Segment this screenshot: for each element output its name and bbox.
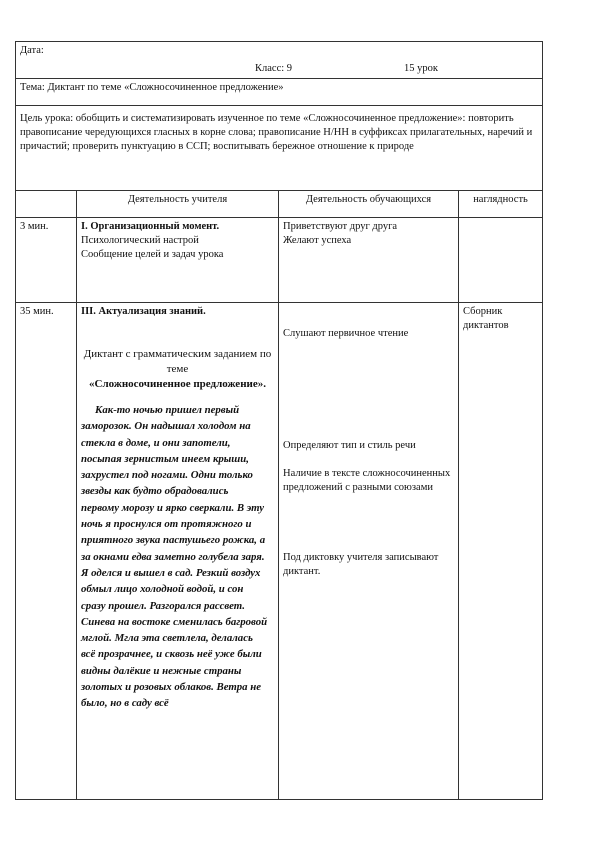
dictation-paragraph: Я оделся и вышел в сад. Резкий воздух обмыл лицо холодной водой, и сон сразу прошел. Разгорался рассвет. Синева на востоке сменилась багровой мглой. Мгла эта светлела, делалась всё прозрачнее, и сквозь неё уже были видны далёкие и нежные страны золотых и розовых облаков. Ветра не было, но в саду всё <box>81 566 268 710</box>
students-line: Под диктовку учителя записывают диктант. <box>283 552 439 577</box>
students-line: Определяют тип и стиль речи <box>283 440 416 451</box>
goal-cell: Цель урока: обобщить и систематизировать изученное по теме «Сложносочиненное предложение»: повторить правописание чередующихся гласных в корне слова; правописание Н/НН в суффиксах прилагательных, наречий и причастий; проверить пунктуацию в ССП; воспитывать бережное отношение к природе <box>16 106 543 191</box>
teacher-line: Сообщение целей и задач урока <box>81 249 224 260</box>
table-row <box>16 303 543 800</box>
dictation-paragraph: Как-то ночью пришел первый заморозок. Он надышал холодом на стекла в доме, и они запотели, посыпая зернистым инеем крыши, захрустел под ногами. Одни только звезды как будто обрадовались первому морозу и ярко сверкали. В эту ночь я проснулся от протяжного и приятного звука пастушьего рожка, а за окнами едва заметно голубела заря. <box>81 404 266 563</box>
dictation-topic: «Сложносочиненное предложение». <box>89 378 266 390</box>
column-header-row <box>16 191 543 218</box>
stage-title: III. Актуализация знаний. <box>81 306 206 317</box>
dictation-text <box>81 402 274 712</box>
stage-title: I. Организационный момент. <box>81 221 220 232</box>
lesson-plan <box>15 41 542 800</box>
table-row <box>16 218 543 303</box>
topic-row <box>16 79 543 106</box>
visuals-cell <box>459 218 543 303</box>
students-line: Желают успеха <box>283 235 352 246</box>
teacher-header: Деятельность учителя <box>77 191 279 218</box>
students-line: Слушают первичное чтение <box>283 328 409 339</box>
lesson-number: 15 урок <box>404 63 439 74</box>
dictation-title: Диктант с грамматическим заданием по теме <box>83 348 272 375</box>
teacher-line: Психологический настрой <box>81 235 199 246</box>
lesson-table <box>15 41 543 800</box>
students-line: Наличие в тексте сложносочиненных предложений с разными союзами <box>283 468 451 493</box>
class-label: Класс: 9 <box>255 63 293 74</box>
teacher-cell <box>77 218 279 303</box>
header-cell <box>16 42 543 79</box>
header-row <box>16 42 543 79</box>
dictation-heading <box>81 347 274 392</box>
students-cell <box>279 303 459 800</box>
students-cell <box>279 218 459 303</box>
topic-cell: Тема: Диктант по теме «Сложносочиненное предложение» <box>16 79 543 106</box>
visuals-cell: Сборник диктантов <box>459 303 543 800</box>
students-header: Деятельность обучающихся <box>279 191 459 218</box>
goal-row <box>16 106 543 191</box>
visuals-header: наглядность <box>459 191 543 218</box>
students-line: Приветствуют друг друга <box>283 221 398 232</box>
teacher-cell <box>77 303 279 800</box>
date-label: Дата: <box>20 45 44 56</box>
time-header-cell <box>16 191 77 218</box>
time-cell: 35 мин. <box>16 303 77 800</box>
time-cell: 3 мин. <box>16 218 77 303</box>
